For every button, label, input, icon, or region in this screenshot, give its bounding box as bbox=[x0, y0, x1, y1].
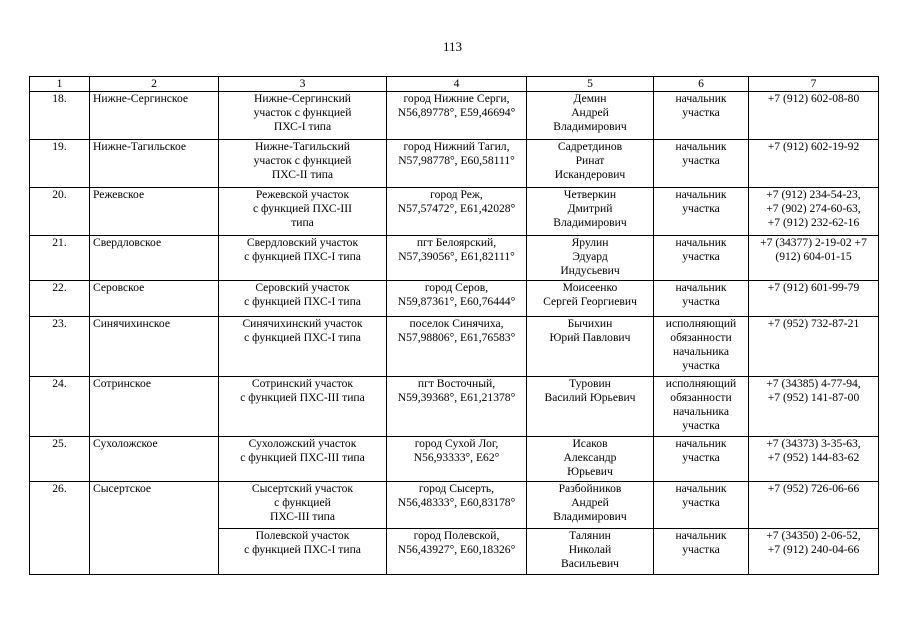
unit-name: Свердловский участок с функцией ПХС-I типа bbox=[219, 236, 387, 281]
unit-name: Сухоложский участок с функцией ПХС-III типа bbox=[219, 437, 387, 482]
person-position: начальник участка bbox=[654, 281, 749, 317]
unit-name: Сысертский участок с функцией ПХС-III типа bbox=[219, 482, 387, 529]
row-number: 19. bbox=[30, 140, 90, 188]
person-name: Моисеенко Сергей Георгиевич bbox=[527, 281, 654, 317]
column-header: 5 bbox=[527, 77, 654, 92]
district-name: Синячихинское bbox=[90, 317, 219, 377]
person-position: начальник участка bbox=[654, 188, 749, 236]
unit-location: город Нижние Серги, N56,89778°, E59,46694° bbox=[387, 92, 527, 140]
district-name: Режевское bbox=[90, 188, 219, 236]
row-number: 24. bbox=[30, 377, 90, 437]
column-header: 3 bbox=[219, 77, 387, 92]
unit-location: город Серов, N59,87361°, E60,76444° bbox=[387, 281, 527, 317]
person-name: Садретдинов Ринат Искандерович bbox=[527, 140, 654, 188]
person-position: начальник участка bbox=[654, 529, 749, 575]
district-name: Нижне-Сергинское bbox=[90, 92, 219, 140]
row-number: 23. bbox=[30, 317, 90, 377]
table-row bbox=[30, 140, 879, 188]
person-position: начальник участка bbox=[654, 236, 749, 281]
table-row bbox=[30, 281, 879, 317]
column-header: 6 bbox=[654, 77, 749, 92]
unit-name: Нижне-Тагильский участок с функцией ПХС-II типа bbox=[219, 140, 387, 188]
phone-numbers: +7 (952) 732-87-21 bbox=[749, 317, 879, 377]
column-header: 1 bbox=[30, 77, 90, 92]
person-name: Четверкин Дмитрий Владимирович bbox=[527, 188, 654, 236]
table-row bbox=[30, 377, 879, 437]
units-table bbox=[29, 76, 879, 575]
unit-location: пгт Белоярский, N57,39056°, E61,82111° bbox=[387, 236, 527, 281]
unit-location: город Реж, N57,57472°, E61,42028° bbox=[387, 188, 527, 236]
person-position: исполняющий обязанности начальника участка bbox=[654, 317, 749, 377]
unit-name: Полевской участок с функцией ПХС-I типа bbox=[219, 529, 387, 575]
phone-numbers: +7 (34377) 2-19-02 +7 (912) 604-01-15 bbox=[749, 236, 879, 281]
person-name: Бычихин Юрий Павлович bbox=[527, 317, 654, 377]
phone-numbers: +7 (952) 726-06-66 bbox=[749, 482, 879, 529]
row-number: 26. bbox=[30, 482, 90, 575]
column-header: 4 bbox=[387, 77, 527, 92]
unit-location: город Сухой Лог, N56,93333°, E62° bbox=[387, 437, 527, 482]
table-row bbox=[30, 236, 879, 281]
column-number-row bbox=[30, 77, 879, 92]
page-number: 113 bbox=[442, 39, 463, 54]
person-position: начальник участка bbox=[654, 482, 749, 529]
phone-numbers: +7 (34350) 2-06-52, +7 (912) 240-04-66 bbox=[749, 529, 879, 575]
table-row bbox=[30, 188, 879, 236]
person-position: начальник участка bbox=[654, 140, 749, 188]
person-name: Демин Андрей Владимирович bbox=[527, 92, 654, 140]
column-header: 7 bbox=[749, 77, 879, 92]
unit-name: Нижне-Сергинский участок с функцией ПХС-I типа bbox=[219, 92, 387, 140]
row-number: 18. bbox=[30, 92, 90, 140]
phone-numbers: +7 (912) 234-54-23, +7 (902) 274-60-63, +7 (912) 232-62-16 bbox=[749, 188, 879, 236]
person-name: Талянин Николай Васильевич bbox=[527, 529, 654, 575]
phone-numbers: +7 (912) 602-08-80 bbox=[749, 92, 879, 140]
unit-location: пгт Восточный, N59,39368°, E61,21378° bbox=[387, 377, 527, 437]
table-row bbox=[30, 317, 879, 377]
unit-location: город Сысерть, N56,48333°, E60,83178° bbox=[387, 482, 527, 529]
district-name: Сотринское bbox=[90, 377, 219, 437]
column-header: 2 bbox=[90, 77, 219, 92]
unit-name: Серовский участок с функцией ПХС-I типа bbox=[219, 281, 387, 317]
phone-numbers: +7 (34373) 3-35-63, +7 (952) 144-83-62 bbox=[749, 437, 879, 482]
row-number: 21. bbox=[30, 236, 90, 281]
person-position: исполняющий обязанности начальника участка bbox=[654, 377, 749, 437]
table-row bbox=[30, 92, 879, 140]
unit-name: Синячихинский участок с функцией ПХС-I типа bbox=[219, 317, 387, 377]
table-row bbox=[30, 482, 879, 529]
table-row bbox=[30, 437, 879, 482]
district-name: Свердловское bbox=[90, 236, 219, 281]
district-name: Серовское bbox=[90, 281, 219, 317]
unit-name: Сотринский участок с функцией ПХС-III типа bbox=[219, 377, 387, 437]
unit-location: город Нижний Тагил, N57,98778°, E60,58111° bbox=[387, 140, 527, 188]
person-position: начальник участка bbox=[654, 92, 749, 140]
row-number: 22. bbox=[30, 281, 90, 317]
unit-name: Режевской участок с функцией ПХС-III типа bbox=[219, 188, 387, 236]
row-number: 20. bbox=[30, 188, 90, 236]
person-position: начальник участка bbox=[654, 437, 749, 482]
phone-numbers: +7 (912) 601-99-79 bbox=[749, 281, 879, 317]
district-name: Сысертское bbox=[90, 482, 219, 575]
person-name: Туровин Василий Юрьевич bbox=[527, 377, 654, 437]
person-name: Разбойников Андрей Владимирович bbox=[527, 482, 654, 529]
district-name: Сухоложское bbox=[90, 437, 219, 482]
district-name: Нижне-Тагильское bbox=[90, 140, 219, 188]
unit-location: город Полевской, N56,43927°, E60,18326° bbox=[387, 529, 527, 575]
row-number: 25. bbox=[30, 437, 90, 482]
unit-location: поселок Синячиха, N57,98806°, E61,76583° bbox=[387, 317, 527, 377]
person-name: Ярулин Эдуард Индусьевич bbox=[527, 236, 654, 281]
phone-numbers: +7 (912) 602-19-92 bbox=[749, 140, 879, 188]
phone-numbers: +7 (34385) 4-77-94, +7 (952) 141-87-00 bbox=[749, 377, 879, 437]
person-name: Исаков Александр Юрьевич bbox=[527, 437, 654, 482]
